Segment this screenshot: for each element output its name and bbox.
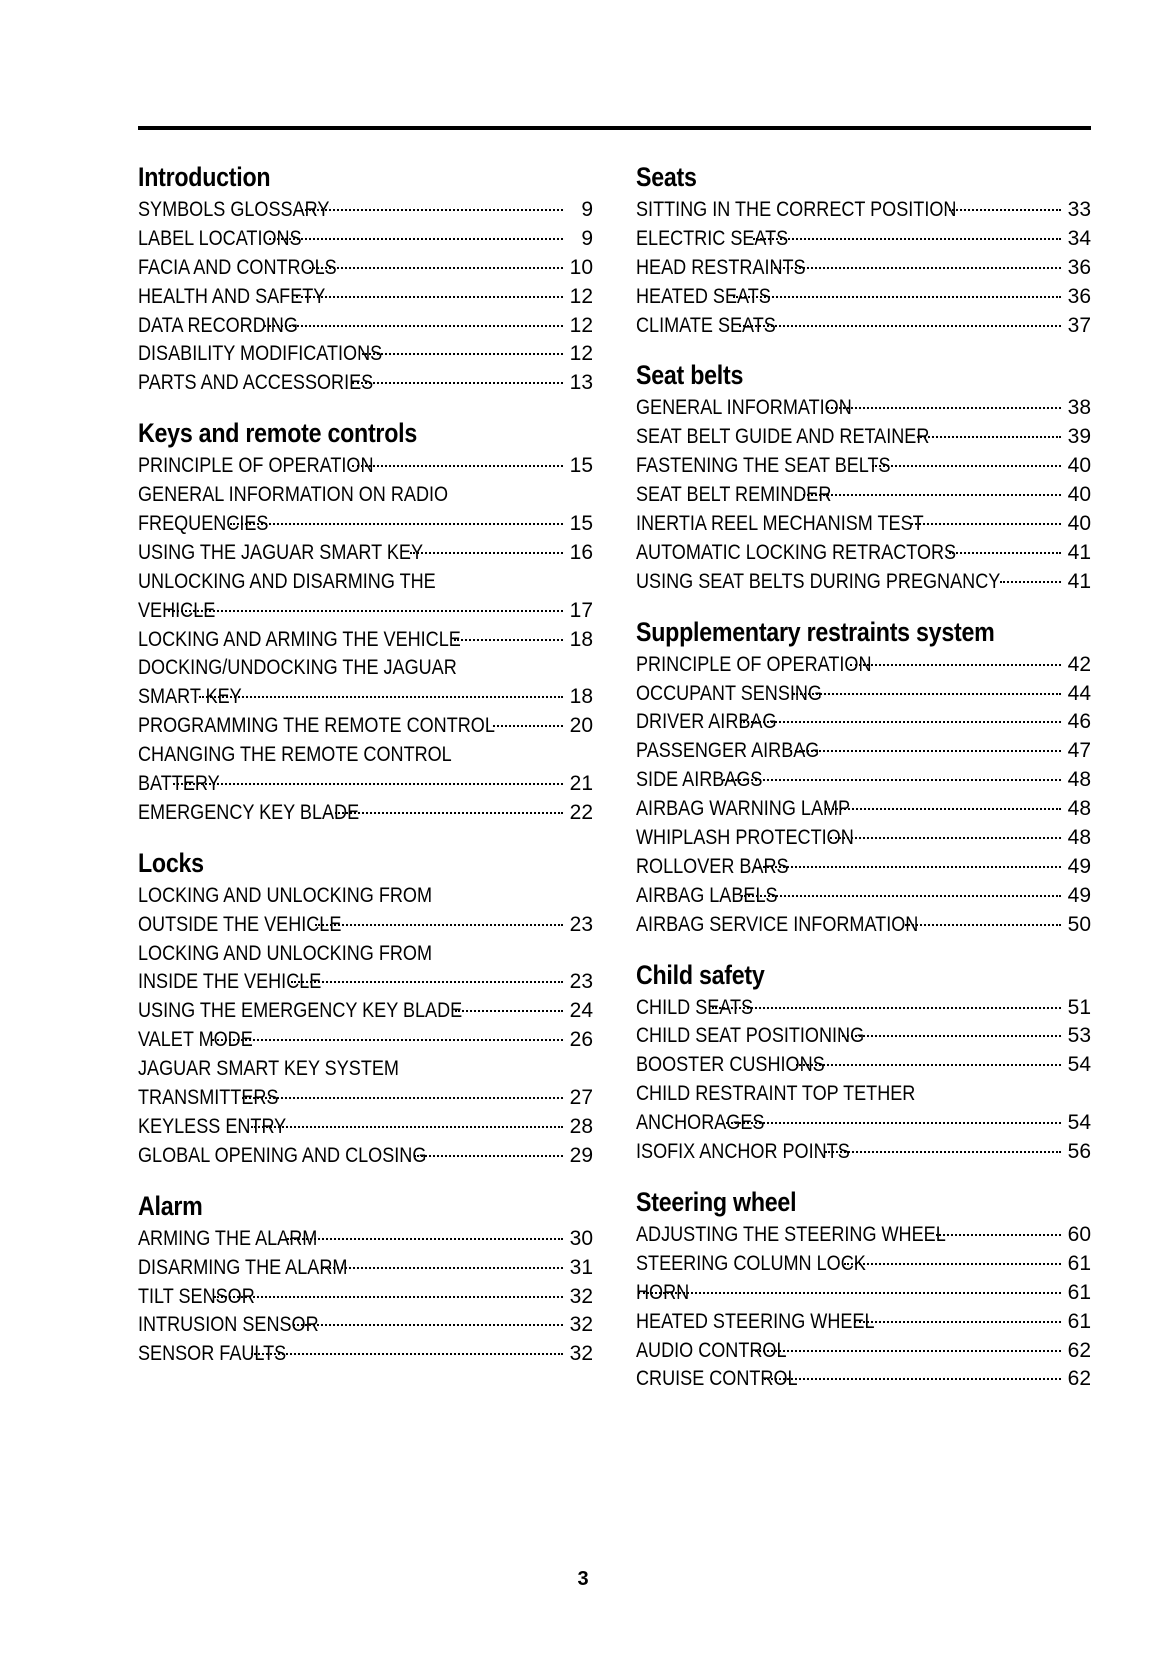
toc-entry[interactable] <box>636 708 1091 737</box>
dot-leader <box>825 807 1061 810</box>
toc-entry[interactable] <box>138 510 593 539</box>
toc-entry-label: OUTSIDE THE VEHICLE <box>138 912 342 936</box>
toc-entry-page: 44 <box>1067 681 1091 705</box>
dot-leader <box>911 522 1061 525</box>
toc-entry-first-line[interactable] <box>138 882 593 911</box>
toc-entry[interactable] <box>138 312 593 341</box>
toc-entry-page: 48 <box>1067 768 1091 792</box>
toc-section-seats <box>636 158 1091 340</box>
toc-entry-page: 15 <box>569 454 593 478</box>
dot-leader <box>1000 580 1061 583</box>
dot-leader <box>199 695 563 698</box>
dot-leader <box>751 1349 1061 1352</box>
dot-leader <box>352 464 563 467</box>
section-title: Introduction <box>138 162 271 192</box>
dot-leader <box>362 352 563 355</box>
toc-section-child-safety <box>636 956 1091 1167</box>
toc-entry-label: AIRBAG SERVICE INFORMATION <box>636 912 919 936</box>
dot-leader <box>739 324 1061 327</box>
toc-entry-label: SMART KEY <box>138 685 242 709</box>
toc-entry-page: 21 <box>569 772 593 796</box>
toc-entry-label: HORN <box>636 1280 690 1304</box>
toc-entry-label: FACIA AND CONTROLS <box>138 255 337 279</box>
dot-leader <box>854 1320 1061 1323</box>
toc-entry-label: PRINCIPLE OF OPERATION <box>138 454 374 478</box>
toc-entry-first-line[interactable] <box>138 741 593 770</box>
toc-entry-label: SEAT BELT REMINDER <box>636 483 832 507</box>
toc-section-introduction <box>138 158 593 398</box>
toc-entry[interactable] <box>138 196 593 225</box>
dot-leader <box>753 237 1061 240</box>
toc-entry-label: PRINCIPLE OF OPERATION <box>636 652 872 676</box>
toc-entry-page: 18 <box>569 627 593 651</box>
toc-entry-label: AIRBAG LABELS <box>636 883 778 907</box>
toc-entry-page: 48 <box>1067 826 1091 850</box>
toc-entry[interactable] <box>138 452 593 481</box>
toc-section-steering-wheel <box>636 1183 1091 1394</box>
dot-leader <box>315 923 563 926</box>
toc-entry-label: GLOBAL OPENING AND CLOSING <box>138 1143 427 1167</box>
toc-entry[interactable] <box>636 766 1091 795</box>
toc-entry-label: AIRBAG WARNING LAMP <box>636 797 851 821</box>
toc-entry-page: 46 <box>1067 710 1091 734</box>
toc-entry[interactable] <box>636 394 1091 423</box>
toc-entry[interactable] <box>636 1365 1091 1394</box>
toc-entry-label: ANCHORAGES <box>636 1111 765 1135</box>
section-title: Locks <box>138 847 204 878</box>
toc-entry[interactable] <box>636 680 1091 709</box>
toc-entry[interactable] <box>636 254 1091 283</box>
toc-entry-page: 60 <box>1067 1222 1091 1246</box>
toc-entry[interactable] <box>138 1340 593 1369</box>
dot-leader <box>291 980 563 983</box>
toc-entry[interactable] <box>636 539 1091 568</box>
toc-entry-page: 26 <box>569 1028 593 1052</box>
dot-leader <box>740 720 1061 723</box>
toc-entry-page: 30 <box>569 1226 593 1250</box>
toc-entry-page: 12 <box>569 284 593 308</box>
dot-leader <box>214 1295 563 1298</box>
toc-entry-page: 39 <box>1067 425 1091 449</box>
toc-entry-label: SIDE AIRBAGS <box>636 768 763 792</box>
toc-entry-page: 13 <box>569 371 593 395</box>
dot-leader <box>352 381 563 384</box>
toc-entry-label: INTRUSION SENSOR <box>138 1313 319 1337</box>
toc-entry-label: SEAT BELT GUIDE AND RETAINER <box>636 425 930 449</box>
toc-entry-label: AUDIO CONTROL <box>636 1338 787 1362</box>
dot-leader <box>774 266 1061 269</box>
toc-entry-page: 49 <box>1067 883 1091 907</box>
dot-leader <box>322 1266 563 1269</box>
toc-entry[interactable] <box>636 824 1091 853</box>
dot-leader <box>726 1121 1061 1124</box>
toc-entry[interactable] <box>138 1142 593 1171</box>
dot-leader <box>827 406 1061 409</box>
toc-entry-page: 32 <box>569 1284 593 1308</box>
toc-entry-page: 12 <box>569 342 593 366</box>
toc-entry-page: 51 <box>1067 995 1091 1019</box>
dot-leader <box>264 324 563 327</box>
toc-entry-page: 32 <box>569 1342 593 1366</box>
dot-leader <box>287 1237 563 1240</box>
toc-entry-page: 17 <box>569 598 593 622</box>
toc-entry-label: HEATED SEATS <box>636 284 771 308</box>
toc-entry[interactable] <box>138 283 593 312</box>
section-title: Supplementary restraints system <box>636 616 995 647</box>
dot-leader <box>850 663 1061 666</box>
toc-entry-label: VEHICLE <box>138 598 216 622</box>
toc-entry[interactable] <box>138 225 593 254</box>
dot-leader <box>830 836 1061 839</box>
toc-entry[interactable] <box>138 712 593 741</box>
toc-entry-page: 12 <box>569 313 593 337</box>
toc-entry-page: 16 <box>569 540 593 564</box>
toc-entry-page: 22 <box>569 800 593 824</box>
dot-leader <box>242 1096 563 1099</box>
toc-section-keys-and-remote-controls <box>138 414 593 828</box>
toc-entry[interactable] <box>636 795 1091 824</box>
toc-entry-label: HEATED STEERING WHEEL <box>636 1309 875 1333</box>
toc-entry-page: 20 <box>569 714 593 738</box>
dot-leader <box>844 1262 1061 1265</box>
toc-entry-page: 42 <box>1067 652 1091 676</box>
toc-entry[interactable] <box>138 799 593 828</box>
toc-entry-label: DISARMING THE ALARM <box>138 1255 348 1279</box>
toc-entry-page: 56 <box>1067 1140 1091 1164</box>
toc-entry-label: SENSOR FAULTS <box>138 1342 287 1366</box>
dot-leader <box>288 1323 563 1326</box>
dot-leader <box>796 1063 1061 1066</box>
toc-entry-label: CLIMATE SEATS <box>636 313 776 337</box>
dot-leader <box>230 522 563 525</box>
toc-entry-page: 34 <box>1067 226 1091 250</box>
toc-entry[interactable] <box>636 481 1091 510</box>
toc-entry-label: DRIVER AIRBAG <box>636 710 777 734</box>
toc-entry-page: 41 <box>1067 569 1091 593</box>
toc-entry-label: SYMBOLS GLOSSARY <box>138 198 330 221</box>
toc-entry-label: INSIDE THE VEHICLE <box>138 970 322 994</box>
toc-entry[interactable] <box>138 683 593 712</box>
toc-section-seat-belts <box>636 356 1091 596</box>
toc-entry-label: FREQUENCIES <box>138 512 269 536</box>
dot-leader <box>754 865 1061 868</box>
toc-entry[interactable] <box>138 997 593 1026</box>
dot-leader <box>764 1377 1061 1380</box>
toc-entry[interactable] <box>636 1337 1091 1366</box>
toc-entry[interactable] <box>636 1279 1091 1308</box>
toc-entry[interactable] <box>636 1109 1091 1138</box>
dot-leader <box>905 923 1061 926</box>
toc-entry-page: 54 <box>1067 1053 1091 1077</box>
toc-entry-page: 62 <box>1067 1338 1091 1362</box>
toc-entry[interactable] <box>636 1051 1091 1080</box>
toc-entry-label: USING THE JAGUAR SMART KEY <box>138 540 424 564</box>
toc-entry-page: 9 <box>581 226 593 250</box>
section-title: Child safety <box>636 959 765 990</box>
toc-entry[interactable] <box>138 1225 593 1254</box>
toc-entry-page: 10 <box>569 255 593 279</box>
toc-entry-first-line[interactable] <box>138 940 593 969</box>
toc-entry-page: 41 <box>1067 540 1091 564</box>
toc-entry[interactable] <box>636 196 1091 225</box>
dot-leader <box>269 237 563 240</box>
toc-right-column <box>636 158 1091 1410</box>
toc-entry-page: 61 <box>1067 1280 1091 1304</box>
toc-entry-label: CHANGING THE REMOTE CONTROL <box>138 743 452 767</box>
toc-entry[interactable] <box>138 1026 593 1055</box>
dot-leader <box>251 1352 563 1355</box>
toc-entry-page: 18 <box>569 685 593 709</box>
section-title: Alarm <box>138 1190 203 1221</box>
toc-entry-label: CHILD SEATS <box>636 995 754 1019</box>
toc-entry-page: 49 <box>1067 854 1091 878</box>
toc-entry-label: VALET MODE <box>138 1028 253 1052</box>
toc-entry-label: JAGUAR SMART KEY SYSTEM <box>138 1057 399 1081</box>
dot-leader <box>301 208 563 211</box>
toc-entry-label: PROGRAMMING THE REMOTE CONTROL <box>138 714 495 738</box>
dot-leader <box>949 551 1061 554</box>
dot-leader <box>872 464 1061 467</box>
toc-entry-page: 31 <box>569 1255 593 1279</box>
toc-entry[interactable] <box>138 770 593 799</box>
toc-section-locks <box>138 844 593 1171</box>
section-title: Steering wheel <box>636 1186 797 1217</box>
section-title: Keys and remote controls <box>138 418 417 449</box>
toc-entry-page: 48 <box>1067 797 1091 821</box>
toc-entry[interactable] <box>138 539 593 568</box>
toc-entry-page: 15 <box>569 512 593 536</box>
toc-entry[interactable] <box>138 369 593 398</box>
toc-entry-page: 32 <box>569 1313 593 1337</box>
toc-entry-label: GENERAL INFORMATION <box>636 396 852 420</box>
toc-entry[interactable] <box>138 1283 593 1312</box>
toc-entry-label: GENERAL INFORMATION ON RADIO <box>138 483 449 507</box>
toc-entry[interactable] <box>636 853 1091 882</box>
toc-entry-label: EMERGENCY KEY BLADE <box>138 800 360 824</box>
toc-entry-page: 61 <box>1067 1309 1091 1333</box>
dot-leader <box>793 692 1061 695</box>
toc-entry[interactable] <box>636 651 1091 680</box>
section-title: Seat belts <box>636 360 744 391</box>
toc-entry-label: ARMING THE ALARM <box>138 1226 318 1250</box>
toc-entry-label: SITTING IN THE CORRECT POSITION <box>636 198 957 221</box>
toc-entry-page: 36 <box>1067 255 1091 279</box>
dot-leader <box>309 266 563 269</box>
section-title: Seats <box>636 162 697 192</box>
toc-entry-label: ADJUSTING THE STEERING WHEEL <box>636 1222 946 1246</box>
toc-entry-label: KEYLESS ENTRY <box>138 1114 287 1138</box>
toc-entry[interactable] <box>636 423 1091 452</box>
toc-entry[interactable] <box>138 1113 593 1142</box>
toc-entry-page: 62 <box>1067 1367 1091 1391</box>
toc-entry-label: FASTENING THE SEAT BELTS <box>636 454 891 478</box>
toc-entry[interactable] <box>138 254 593 283</box>
toc-entry[interactable] <box>636 225 1091 254</box>
toc-entry-page: 40 <box>1067 512 1091 536</box>
toc-entry[interactable] <box>636 1250 1091 1279</box>
toc-entry-page: 24 <box>569 999 593 1023</box>
toc-entry-label: PASSENGER AIRBAG <box>636 739 820 763</box>
toc-entry-page: 40 <box>1067 483 1091 507</box>
toc-section-alarm <box>138 1187 593 1369</box>
dot-leader <box>414 1154 563 1157</box>
toc-entry[interactable] <box>636 994 1091 1023</box>
toc-entry-label: CHILD SEAT POSITIONING <box>636 1024 865 1048</box>
top-rule <box>138 126 1091 130</box>
dot-leader <box>168 609 563 612</box>
dot-leader <box>173 782 563 785</box>
dot-leader <box>712 1006 1061 1009</box>
toc-entry-label: CRUISE CONTROL <box>636 1367 798 1391</box>
toc-entry[interactable] <box>138 1311 593 1340</box>
toc-entry[interactable] <box>636 510 1091 539</box>
toc-entry[interactable] <box>636 911 1091 940</box>
toc-entry-label: DATA RECORDING <box>138 313 298 337</box>
dot-leader <box>410 551 563 554</box>
dot-leader <box>825 1150 1061 1153</box>
dot-leader <box>454 638 563 641</box>
toc-entry-label: WHIPLASH PROTECTION <box>636 826 854 850</box>
toc-entry-label: LOCKING AND UNLOCKING FROM <box>138 883 433 907</box>
dot-leader <box>638 1291 1061 1294</box>
dot-leader <box>842 1034 1061 1037</box>
toc-entry-label: INERTIA REEL MECHANISM TEST <box>636 512 924 536</box>
toc-entry-label: AUTOMATIC LOCKING RETRACTORS <box>636 540 957 564</box>
toc-entry-label: DISABILITY MODIFICATIONS <box>138 342 383 366</box>
dot-leader <box>936 1233 1061 1236</box>
dot-leader <box>493 724 563 727</box>
toc-entry-page: 36 <box>1067 284 1091 308</box>
toc-entry[interactable] <box>636 568 1091 597</box>
dot-leader <box>335 811 563 814</box>
page-number: 3 <box>577 1568 589 1590</box>
toc-entry[interactable] <box>636 737 1091 766</box>
dot-leader <box>296 295 563 298</box>
toc-entry-page: 9 <box>581 198 593 221</box>
toc-entry-first-line[interactable] <box>138 654 593 683</box>
toc-entry-label: PARTS AND ACCESSORIES <box>138 371 374 395</box>
toc-left-column <box>138 158 593 1385</box>
toc-entry-page: 47 <box>1067 739 1091 763</box>
dot-leader <box>741 894 1061 897</box>
toc-entry-page: 61 <box>1067 1251 1091 1275</box>
toc-entry-page: 38 <box>1067 396 1091 420</box>
dot-leader <box>790 749 1062 752</box>
toc-entry-page: 54 <box>1067 1111 1091 1135</box>
toc-entry-label: TRANSMITTERS <box>138 1086 279 1110</box>
toc-entry-label: ELECTRIC SEATS <box>636 226 789 250</box>
toc-entry-page: 27 <box>569 1086 593 1110</box>
toc-entry-label: USING THE EMERGENCY KEY BLADE <box>138 999 463 1023</box>
dot-leader <box>212 1038 563 1041</box>
toc-entry[interactable] <box>138 911 593 940</box>
toc-entry-label: ROLLOVER BARS <box>636 854 789 878</box>
toc-entry-label: STEERING COLUMN LOCK <box>636 1251 866 1275</box>
toc-entry-label: HEALTH AND SAFETY <box>138 284 326 308</box>
toc-entry[interactable] <box>636 1022 1091 1051</box>
toc-entry[interactable] <box>138 626 593 655</box>
toc-entry-page: 28 <box>569 1114 593 1138</box>
toc-entry[interactable] <box>138 597 593 626</box>
dot-leader <box>455 1009 563 1012</box>
toc-entry-page: 53 <box>1067 1024 1091 1048</box>
toc-entry-page: 23 <box>569 912 593 936</box>
toc-entry-page: 29 <box>569 1143 593 1167</box>
dot-leader <box>251 1125 563 1128</box>
toc-entry-label: LOCKING AND UNLOCKING FROM <box>138 941 433 965</box>
toc-entry-first-line[interactable] <box>138 568 593 597</box>
toc-entry[interactable] <box>636 1308 1091 1337</box>
dot-leader <box>949 208 1061 211</box>
toc-entry-page: 40 <box>1067 454 1091 478</box>
toc-entry[interactable] <box>636 1221 1091 1250</box>
toc-entry-page: 23 <box>569 970 593 994</box>
toc-entry-label: HEAD RESTRAINTS <box>636 255 806 279</box>
toc-entry[interactable] <box>636 882 1091 911</box>
toc-entry-first-line[interactable] <box>138 1055 593 1084</box>
toc-entry[interactable] <box>636 283 1091 312</box>
toc-entry[interactable] <box>138 340 593 369</box>
toc-entry[interactable] <box>636 312 1091 341</box>
toc-section-supplementary-restraints-system <box>636 613 1091 940</box>
dot-leader <box>803 493 1061 496</box>
toc-entry[interactable] <box>636 452 1091 481</box>
toc-entry-page: 50 <box>1067 912 1091 936</box>
toc-entry-first-line[interactable] <box>636 1080 1091 1109</box>
dot-leader <box>917 435 1061 438</box>
toc-entry-label: ISOFIX ANCHOR POINTS <box>636 1140 850 1164</box>
toc-entry-label: UNLOCKING AND DISARMING THE <box>138 569 436 593</box>
toc-entry-label: TILT SENSOR <box>138 1284 255 1308</box>
toc-entry[interactable] <box>138 1084 593 1113</box>
toc-entry-label: LABEL LOCATIONS <box>138 226 302 250</box>
toc-entry-first-line[interactable] <box>138 481 593 510</box>
toc-entry-label: DOCKING/UNDOCKING THE JAGUAR <box>138 656 457 680</box>
toc-entry-label: CHILD RESTRAINT TOP TETHER <box>636 1082 916 1106</box>
toc-entry[interactable] <box>138 1254 593 1283</box>
toc-entry[interactable] <box>636 1138 1091 1167</box>
dot-leader <box>723 778 1061 781</box>
toc-entry-label: USING SEAT BELTS DURING PREGNANCY <box>636 569 1001 593</box>
toc-entry-label: BATTERY <box>138 772 220 796</box>
dot-leader <box>733 295 1061 298</box>
toc-entry-label: LOCKING AND ARMING THE VEHICLE <box>138 627 461 651</box>
toc-entry-label: BOOSTER CUSHIONS <box>636 1053 825 1077</box>
toc-entry-page: 33 <box>1067 198 1091 221</box>
toc-entry[interactable] <box>138 968 593 997</box>
toc-entry-page: 37 <box>1067 313 1091 337</box>
toc-entry-label: OCCUPANT SENSING <box>636 681 822 705</box>
